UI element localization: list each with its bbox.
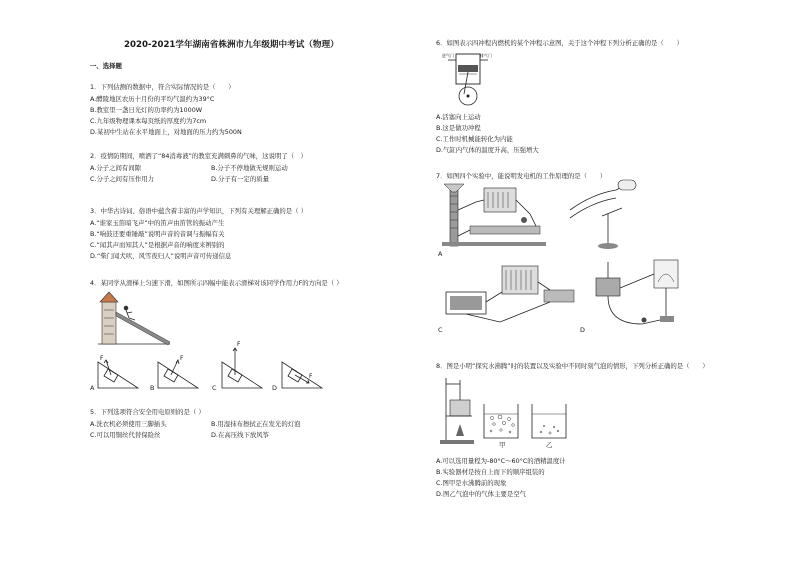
experiment-diagram-d: [588, 258, 708, 332]
q3-option-b: B.“响鼓还要重锤敲”说明声音的音调与振幅有关: [90, 230, 225, 238]
q3-option-a: A.“谁家玉笛暗飞声”中的笛声由笛管的振动产生: [90, 219, 225, 227]
q6-option-c: C.工作时机械能转化为内能: [436, 135, 513, 143]
q2-option-c: C.分子之间有压作用力: [90, 175, 155, 183]
q4-label-b: B: [150, 384, 155, 392]
q1-option-b: B.教室里一盏日光灯的功率约为1000W: [90, 106, 203, 114]
q6-option-b: B.这是做功冲程: [436, 124, 481, 132]
incline-diagram-d: [276, 346, 324, 392]
q1-stem: 1．下列估测的数据中，符合实际情况的是（ ）: [90, 83, 235, 91]
q5-option-c: C.可以用铜丝代替保险丝: [90, 431, 161, 439]
q1-option-c: C.九年级物理课本每页纸的厚度约为7cm: [90, 117, 207, 125]
q4-force-label-a: F: [100, 355, 104, 362]
svg-text:进气门: 进气门: [442, 53, 454, 58]
q2-option-a: A.分子之间有间隙: [90, 164, 142, 172]
q2-option-d: D.分子有一定的质量: [211, 175, 270, 183]
q7-label-a: A: [438, 250, 443, 258]
q6-option-d: D.气缸内气体的温度升高，压强增大: [436, 146, 539, 154]
experiment-diagram-b: [562, 180, 652, 252]
beaker-jia: [482, 402, 522, 442]
q4-label-a: A: [90, 384, 95, 392]
slide-illustration: [92, 290, 172, 346]
svg-text:排气门: 排气门: [480, 53, 492, 58]
q7-label-d: D: [580, 326, 585, 334]
q1-option-a: A.醴陵地区农历十月份的平均气温约为39°C: [90, 95, 215, 103]
q3-option-d: D.“柴门闻犬吠，风雪夜归人”说明声音可传递信息: [90, 252, 232, 260]
incline-diagram-c: [216, 340, 264, 386]
q4-label-d: D: [272, 384, 277, 392]
q7-stem: 7．如图四个实验中，能说明发电机的工作原理的是（ ）: [436, 172, 607, 180]
q5-option-b: B.用湿抹布擦拭正在发光的灯泡: [211, 420, 301, 428]
q8-option-a: A.可以选用量程为-80°C～60°C的酒精温度计: [436, 457, 566, 465]
q8-beaker-label-yi: 乙: [546, 441, 553, 449]
q6-option-a: A.活塞向上运动: [436, 113, 481, 121]
engine-cylinder-diagram: [438, 50, 498, 112]
boiling-apparatus-diagram: [440, 376, 476, 448]
q2-stem: 2．疫情防期间，喷洒了“84消毒液”的教室充满刺鼻的气味，这说明了（ ）: [90, 152, 307, 160]
q4-stem: 4．某同学从滑梯上匀速下滑，如图所示四幅中能表示滑梯对该同学作用力F的方向是（ ）: [90, 279, 343, 287]
q4-force-label-c: F: [237, 341, 241, 348]
experiment-diagram-a: [440, 180, 550, 256]
q1-option-d: D.某初中生站在水平地面上，对地面的压力约为500N: [90, 128, 242, 136]
q8-option-b: B.实验器材是按自上而下的顺序组装的: [436, 468, 545, 476]
q8-option-c: C.图甲是水沸腾前的现象: [436, 479, 507, 487]
beaker-yi: [530, 402, 570, 442]
q2-option-b: B.分子不停地做无规则运动: [211, 164, 288, 172]
section-heading: 一、选择题: [90, 62, 122, 70]
q4-force-label-d: F: [309, 373, 313, 380]
incline-diagram-a: [92, 346, 140, 392]
q3-stem: 3．中华古诗词、俗语中蕴含着丰富的声学知识，下列有关理解正确的是（ ）: [90, 207, 307, 215]
q5-option-d: D.在高压线下放风筝: [211, 431, 270, 439]
experiment-diagram-c: [440, 262, 580, 334]
q7-label-c: C: [438, 326, 443, 334]
q8-beaker-label-jia: 甲: [499, 441, 506, 449]
q8-option-d: D.图乙气泡中的气体主要是空气: [436, 490, 527, 498]
q4-label-c: C: [212, 384, 217, 392]
q3-option-c: C.“闻其声而知其人”是根据声音的响度来辨别的: [90, 241, 225, 249]
q5-option-a: A.洗衣机必须使用三脚插头: [90, 420, 167, 428]
q5-stem: 5．下列选项符合安全用电原则的是（ ）: [90, 408, 205, 416]
q4-force-label-b: F: [180, 355, 184, 362]
q8-stem: 8．图是小明“探究水沸腾”时的装置以及实验中不同时刻气泡的情形，下列分析正确的是（ ）: [436, 362, 709, 370]
q6-stem: 6．如图表示四冲程内燃机的某个冲程示意图，关于这个冲程下列分析正确的是（ ）: [436, 39, 683, 47]
page-title: 2020-2021学年湖南省株洲市九年级期中考试（物理）: [124, 40, 339, 50]
incline-diagram-b: [152, 346, 200, 392]
